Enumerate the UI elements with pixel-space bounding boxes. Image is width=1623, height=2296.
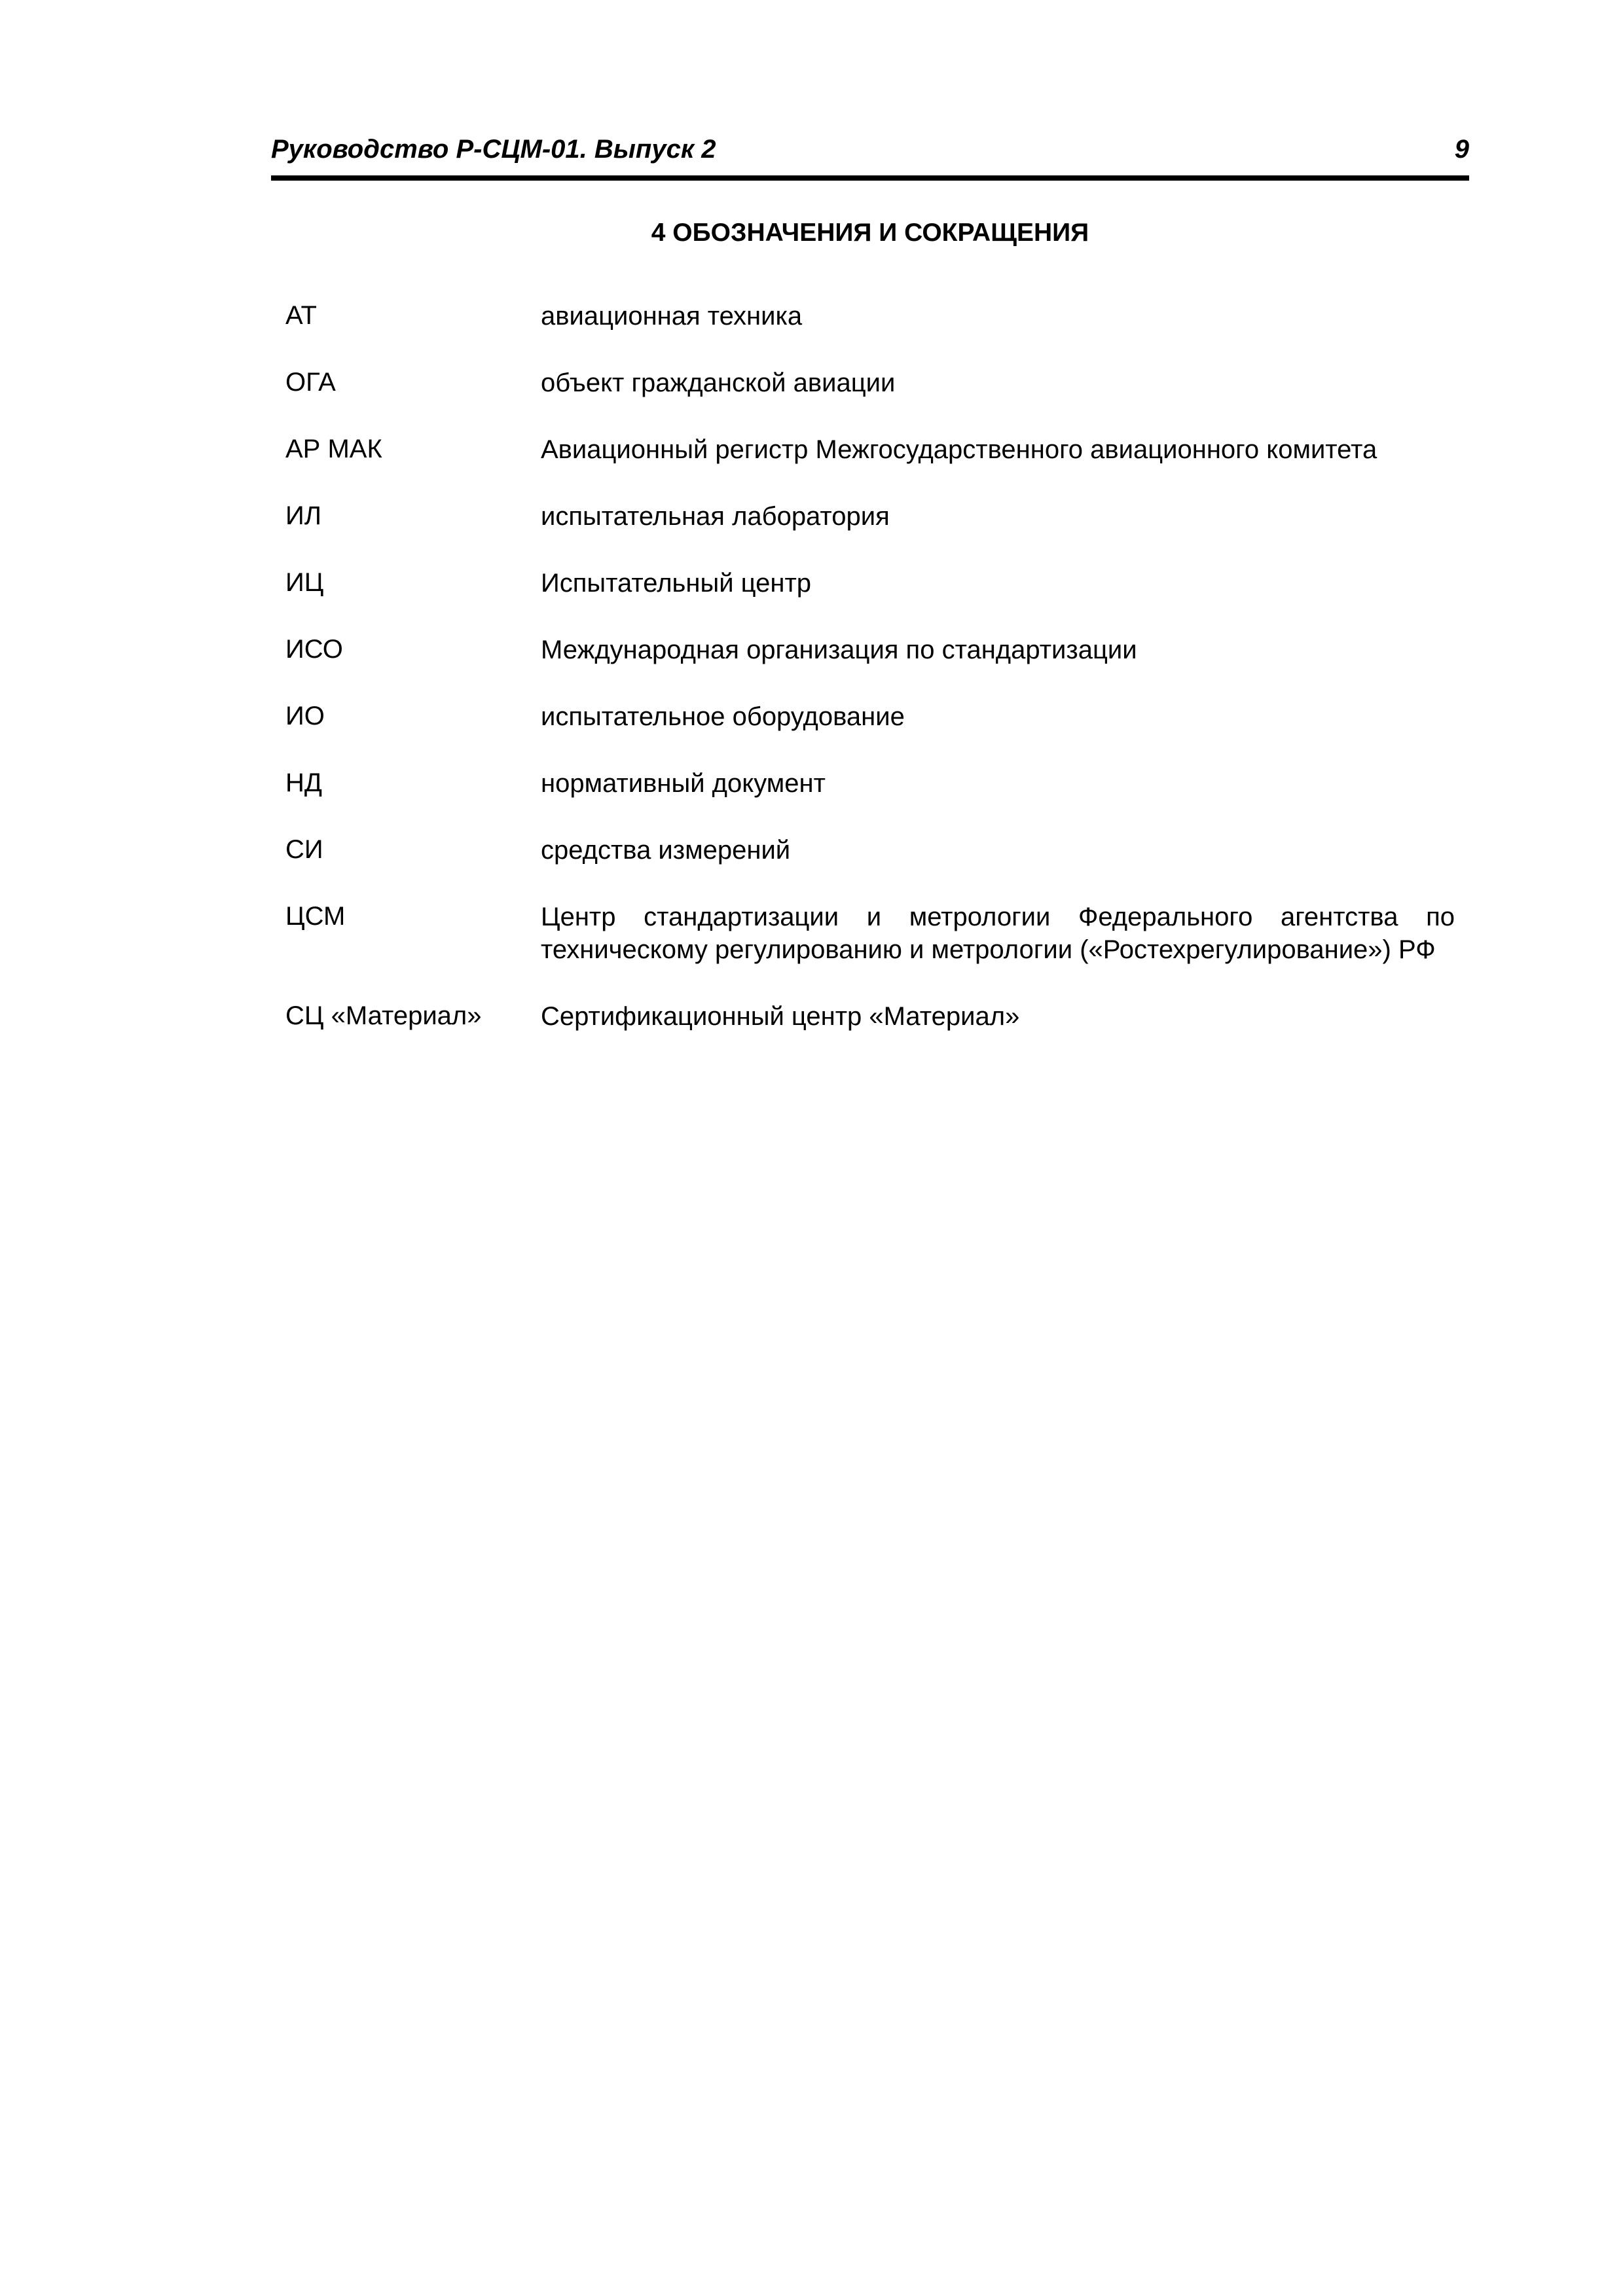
abbreviation-definition: Авиационный регистр Межгосударственного авиационного комитета xyxy=(541,435,1377,464)
abbreviation-row xyxy=(285,834,1455,867)
abbreviation-list xyxy=(285,300,1455,1067)
document-title: Руководство Р-СЦМ-01. Выпуск 2 xyxy=(271,135,716,164)
abbreviation-definition: испытательное оборудование xyxy=(541,702,905,731)
abbreviation-row xyxy=(285,767,1455,800)
abbreviation-term: СИ xyxy=(285,835,323,864)
abbreviation-definition: Сертификационный центр «Материал» xyxy=(541,1002,1020,1031)
section-title: 4 ОБОЗНАЧЕНИЯ И СОКРАЩЕНИЯ xyxy=(651,219,1089,247)
abbreviation-row xyxy=(285,634,1455,666)
abbreviation-definition: Центр стандартизации и метрологии Федерального агентства по техническому регулированию и метрологии («Ростехрегулирование») РФ xyxy=(541,903,1455,964)
abbreviation-definition: объект гражданской авиации xyxy=(541,368,896,397)
abbreviation-term: НД xyxy=(285,768,322,797)
abbreviation-row xyxy=(285,367,1455,399)
page-header xyxy=(271,135,1469,177)
abbreviation-definition: средства измерений xyxy=(541,836,791,865)
abbreviation-term: ИСО xyxy=(285,635,343,664)
abbreviation-row xyxy=(285,500,1455,533)
abbreviation-definition: испытательная лаборатория xyxy=(541,502,890,531)
abbreviation-term: АТ xyxy=(285,301,317,330)
abbreviation-term: ОГА xyxy=(285,368,336,397)
abbreviation-definition: авиационная техника xyxy=(541,302,803,331)
abbreviation-row xyxy=(285,567,1455,600)
page-number: 9 xyxy=(1454,135,1469,164)
abbreviation-row xyxy=(285,901,1455,966)
abbreviation-row xyxy=(285,433,1455,466)
abbreviation-term: ИЛ xyxy=(285,501,321,530)
header-divider xyxy=(271,175,1469,181)
abbreviation-term: ИО xyxy=(285,702,325,730)
abbreviation-definition: Международная организация по стандартизации xyxy=(541,636,1137,664)
abbreviation-row xyxy=(285,300,1455,332)
abbreviation-term: ИЦ xyxy=(285,568,324,597)
abbreviation-definition: Испытательный центр xyxy=(541,569,812,598)
abbreviation-term: СЦ «Материал» xyxy=(285,1001,482,1030)
abbreviation-row xyxy=(285,700,1455,733)
abbreviation-term: ЦСМ xyxy=(285,902,346,931)
abbreviation-term: АР МАК xyxy=(285,435,382,463)
abbreviation-row xyxy=(285,1000,1455,1033)
abbreviation-definition: нормативный документ xyxy=(541,769,826,798)
